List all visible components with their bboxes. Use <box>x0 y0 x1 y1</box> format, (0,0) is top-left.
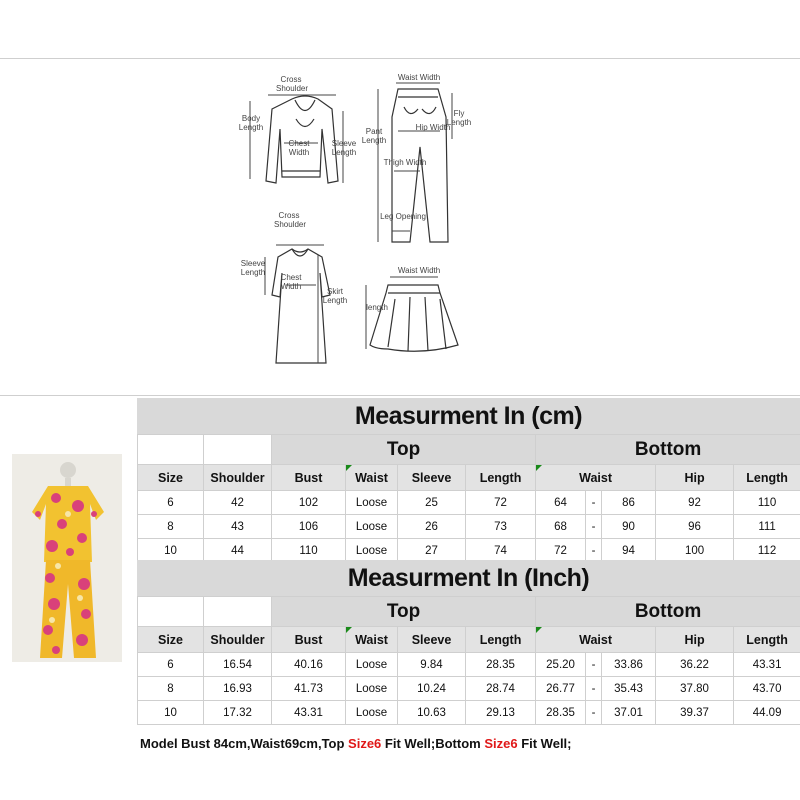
diagram-label-dress-cross-shoulder: Cross Shoulder <box>274 211 307 229</box>
cell-waist: Loose <box>346 677 398 701</box>
empty-cell <box>138 435 204 465</box>
group-bottom-label: Bottom <box>536 597 800 627</box>
cell-waist: Loose <box>346 653 398 677</box>
fit-note-top-size: Size6 <box>348 736 382 751</box>
cell-bottom-waist-min: 26.77 <box>536 677 586 701</box>
col-header-shoulder: Shoulder <box>204 627 272 653</box>
empty-cell <box>204 435 272 465</box>
model-photo <box>12 454 122 662</box>
cell-bottom-waist-max: 33.86 <box>602 653 656 677</box>
cell-shoulder: 16.93 <box>204 677 272 701</box>
cell-shoulder: 17.32 <box>204 701 272 725</box>
cell-sleeve: 10.24 <box>398 677 466 701</box>
diagram-label-sleeve-length: Sleeve Length <box>331 139 357 157</box>
fit-note-bottom-size: Size6 <box>484 736 518 751</box>
col-header-sleeve: Sleeve <box>398 627 466 653</box>
cell-length: 72 <box>466 491 536 515</box>
size-diagram-panel <box>0 58 800 396</box>
cell-bottom-waist-max: 90 <box>602 515 656 539</box>
cell-shoulder: 44 <box>204 539 272 563</box>
col-header-waist: Waist <box>346 627 398 653</box>
cell-hip: 37.80 <box>656 677 734 701</box>
cell-waist: Loose <box>346 539 398 563</box>
fit-note <box>140 736 572 751</box>
table-row <box>138 515 800 539</box>
cell-sleeve: 27 <box>398 539 466 563</box>
diagram-label-body-length: Body Length <box>238 114 264 132</box>
cell-hip: 96 <box>656 515 734 539</box>
cell-length: 73 <box>466 515 536 539</box>
cell-shoulder: 16.54 <box>204 653 272 677</box>
diagram-label-skirt-length: Skirt Length <box>322 287 348 305</box>
column-header-row <box>138 627 800 653</box>
col-header-bottom-waist: Waist <box>536 627 656 653</box>
cm-table-title: Measurment In (cm) <box>137 398 800 434</box>
cell-hip: 36.22 <box>656 653 734 677</box>
group-header-row <box>138 597 800 627</box>
col-header-size: Size <box>138 627 204 653</box>
column-header-row <box>138 465 800 491</box>
table-row <box>138 653 800 677</box>
col-header-length: Length <box>466 465 536 491</box>
cell-bottom-length: 43.31 <box>734 653 800 677</box>
cell-length: 74 <box>466 539 536 563</box>
fit-note-text: Fit Well; <box>517 736 572 751</box>
cell-size: 8 <box>138 515 204 539</box>
col-header-size: Size <box>138 465 204 491</box>
cell-bottom-waist-min: 25.20 <box>536 653 586 677</box>
col-header-bottom-length: Length <box>734 465 800 491</box>
cell-bust: 102 <box>272 491 346 515</box>
cell-sleeve: 10.63 <box>398 701 466 725</box>
cell-dash: - <box>586 539 602 563</box>
group-top-label: Top <box>272 435 536 465</box>
col-header-sleeve: Sleeve <box>398 465 466 491</box>
col-header-bottom-waist: Waist <box>536 465 656 491</box>
diagram-label-skirt-length-side: length <box>366 303 388 312</box>
cell-dash: - <box>586 653 602 677</box>
empty-cell <box>204 597 272 627</box>
col-header-waist: Waist <box>346 465 398 491</box>
cell-size: 8 <box>138 677 204 701</box>
cell-bottom-waist-min: 68 <box>536 515 586 539</box>
cell-bust: 110 <box>272 539 346 563</box>
cell-sleeve: 26 <box>398 515 466 539</box>
cell-bottom-length: 43.70 <box>734 677 800 701</box>
cell-waist: Loose <box>346 701 398 725</box>
col-header-hip: Hip <box>656 465 734 491</box>
diagram-label-chest-width: Chest Width <box>288 139 310 157</box>
col-header-bottom-length: Length <box>734 627 800 653</box>
cell-dash: - <box>586 677 602 701</box>
diagram-label-leg-opening: Leg Opening <box>380 212 426 221</box>
table-row <box>138 491 800 515</box>
cell-size: 6 <box>138 653 204 677</box>
group-top-label: Top <box>272 597 536 627</box>
diagram-label-cross-shoulder: Cross Shoulder <box>276 75 309 93</box>
inch-size-chart <box>137 560 800 725</box>
cell-shoulder: 43 <box>204 515 272 539</box>
cell-dash: - <box>586 515 602 539</box>
model-figure-image <box>12 454 122 662</box>
cell-bottom-waist-max: 37.01 <box>602 701 656 725</box>
cell-bottom-waist-min: 64 <box>536 491 586 515</box>
cell-bottom-waist-max: 35.43 <box>602 677 656 701</box>
cell-length: 28.35 <box>466 653 536 677</box>
group-header-row <box>138 435 800 465</box>
cell-bottom-length: 44.09 <box>734 701 800 725</box>
diagram-label-dress-sleeve-length: Sleeve Length <box>240 259 266 277</box>
cell-size: 10 <box>138 701 204 725</box>
cell-bust: 41.73 <box>272 677 346 701</box>
cell-dash: - <box>586 491 602 515</box>
diagram-label-skirt-waist-width: Waist Width <box>397 266 441 275</box>
cell-dash: - <box>586 701 602 725</box>
skirt-sketch <box>370 285 458 351</box>
diagram-label-fly-length: Fly Length <box>446 109 472 127</box>
col-header-shoulder: Shoulder <box>204 465 272 491</box>
cell-waist: Loose <box>346 515 398 539</box>
cell-bottom-waist-min: 72 <box>536 539 586 563</box>
diagram-label-waist-width: Waist Width <box>397 73 441 82</box>
dress-sketch <box>272 249 330 363</box>
cell-hip: 100 <box>656 539 734 563</box>
garment-sketches <box>0 59 800 397</box>
cell-bottom-length: 111 <box>734 515 800 539</box>
fit-note-text: Model Bust 84cm,Waist69cm,Top <box>140 736 349 751</box>
diagram-label-pant-length: Pant Length <box>361 127 387 145</box>
empty-cell <box>138 597 204 627</box>
cell-size: 10 <box>138 539 204 563</box>
cell-hip: 92 <box>656 491 734 515</box>
fit-note-text: Fit Well;Bottom <box>381 736 485 751</box>
group-bottom-label: Bottom <box>536 435 800 465</box>
cell-length: 28.74 <box>466 677 536 701</box>
cell-bottom-length: 112 <box>734 539 800 563</box>
cell-bottom-waist-max: 86 <box>602 491 656 515</box>
diagram-label-dress-chest-width: Chest Width <box>280 273 302 291</box>
cell-bottom-waist-max: 94 <box>602 539 656 563</box>
cell-bust: 43.31 <box>272 701 346 725</box>
cell-bottom-waist-min: 28.35 <box>536 701 586 725</box>
table-row <box>138 677 800 701</box>
diagram-label-hip-width: Hip Width <box>415 123 451 132</box>
cell-hip: 39.37 <box>656 701 734 725</box>
cm-table <box>137 434 800 563</box>
inch-table-title: Measurment In (Inch) <box>137 560 800 596</box>
table-row <box>138 701 800 725</box>
cell-bottom-length: 110 <box>734 491 800 515</box>
cell-waist: Loose <box>346 491 398 515</box>
cell-size: 6 <box>138 491 204 515</box>
cell-sleeve: 25 <box>398 491 466 515</box>
cell-shoulder: 42 <box>204 491 272 515</box>
col-header-bust: Bust <box>272 627 346 653</box>
diagram-label-thigh-width: Thigh Width <box>383 158 427 167</box>
cell-bust: 106 <box>272 515 346 539</box>
table-row <box>138 539 800 563</box>
col-header-length: Length <box>466 627 536 653</box>
cm-size-chart <box>137 398 800 563</box>
cell-length: 29.13 <box>466 701 536 725</box>
col-header-bust: Bust <box>272 465 346 491</box>
cell-sleeve: 9.84 <box>398 653 466 677</box>
cell-bust: 40.16 <box>272 653 346 677</box>
col-header-hip: Hip <box>656 627 734 653</box>
inch-table <box>137 596 800 725</box>
